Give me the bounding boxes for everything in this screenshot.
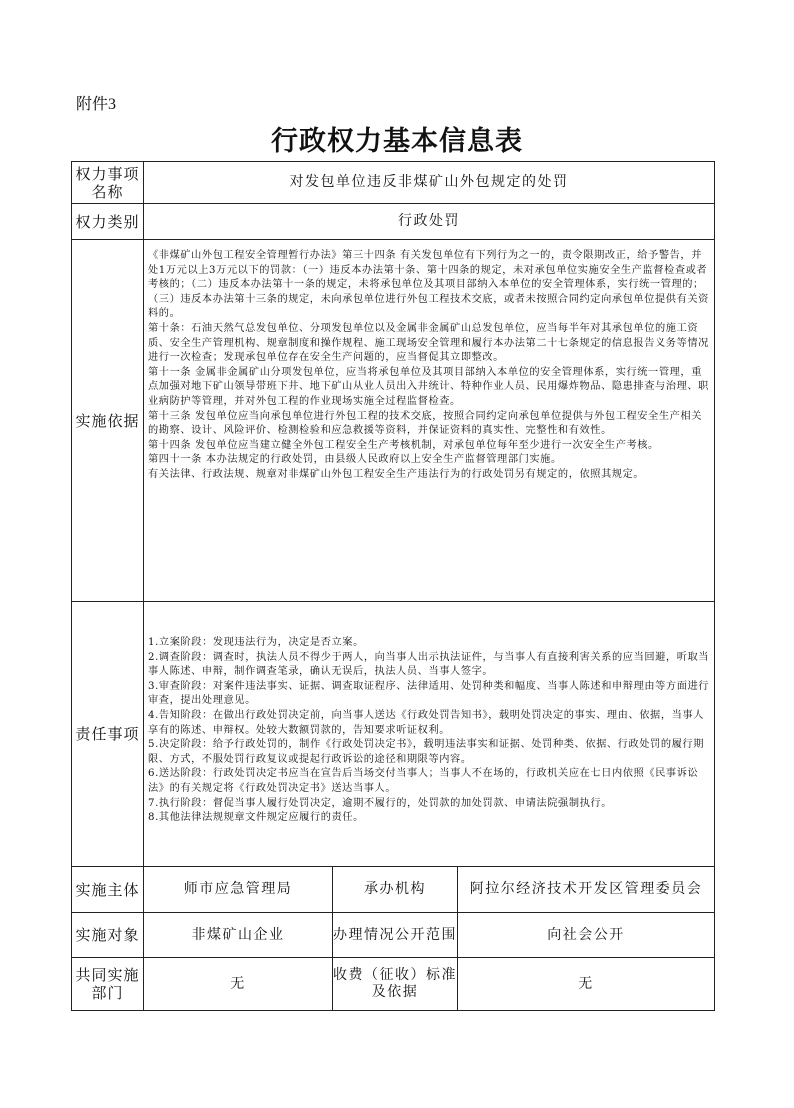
joint-dept-value: 无 bbox=[144, 958, 333, 1011]
implementing-body-value: 师市应急管理局 bbox=[144, 867, 333, 913]
disclosure-scope-value: 向社会公开 bbox=[458, 913, 715, 958]
handling-agency-value: 阿拉尔经济技术开发区管理委员会 bbox=[458, 867, 715, 913]
basis-paragraph: 第十三条 发包单位应当向承包单位进行外包工程的技术交底，按照合同约定向承包单位提供与外包工程安全生产相关的勘察、设计、风险评价、检测检验和应急救援等资料，并保证资料的真实性、完整性和有效性。 bbox=[148, 410, 702, 437]
implementing-body-label: 实施主体 bbox=[72, 867, 144, 913]
responsibility-item: 5.决定阶段：给予行政处罚的，制作《行政处罚决定书》，载明违法事实和证据、处罚种类、依据、行政处罚的履行期限、方式，不服处罚行政复议或提起行政诉讼的途径和期限等内容。 bbox=[148, 739, 704, 765]
power-category-value: 行政处罚 bbox=[144, 204, 715, 240]
page-title: 行政权力基本信息表 bbox=[271, 126, 523, 157]
responsibility-label: 责任事项 bbox=[72, 602, 144, 867]
basis-paragraph: 《非煤矿山外包工程安全管理暂行办法》第三十四条 有关发包单位有下列行为之一的，责令限期改正，给予警告，并处1万元以上3万元以下的罚款：（一）违反本办法第十条、第十四条的规定，未对承包单位实施安全生产监督检查或者考核的；（二）违反本办法第十一条的规定，未将承包单位及其项目部纳入本单位的安全管理体系，实行统一管理的；（三）违反本办法第十三条的规定，未向承包单位进行外包工程技术交底，或者未按照合同约定向承包单位提供有关资料的。 bbox=[148, 250, 709, 320]
responsibility-item: 4.告知阶段：在做出行政处罚决定前，向当事人送达《行政处罚告知书》，载明处罚决定的事实、理由、依据，当事人享有的陈述、申辩权。处较大数额罚款的，告知要求听证权利。 bbox=[148, 709, 704, 736]
joint-dept-label: 共同实施部门 bbox=[72, 958, 144, 1011]
responsibility-item: 7.执行阶段：督促当事人履行处罚决定，逾期不履行的，处罚款的加处罚款、申请法院强制执行。 bbox=[148, 797, 612, 809]
row-power-name bbox=[72, 162, 715, 204]
fee-standard-label: 收费（征收）标准及依据 bbox=[333, 958, 458, 1011]
handling-agency-label: 承办机构 bbox=[333, 867, 458, 913]
target-value: 非煤矿山企业 bbox=[144, 913, 333, 958]
fee-standard-value: 无 bbox=[458, 958, 715, 1011]
responsibility-item: 8.其他法律法规规章文件规定应履行的责任。 bbox=[148, 812, 364, 824]
target-label: 实施对象 bbox=[72, 913, 144, 958]
power-name-label: 权力事项名称 bbox=[72, 162, 144, 204]
row-implementing-body bbox=[72, 867, 715, 913]
legal-basis-content bbox=[144, 240, 715, 602]
legal-basis-label: 实施依据 bbox=[72, 240, 144, 602]
power-info-table bbox=[71, 161, 715, 1011]
power-category-label: 权力类别 bbox=[72, 204, 144, 240]
basis-paragraph: 第十条：石油天然气总发包单位、分项发包单位以及金属非金属矿山总发包单位，应当每半年对其承包单位的施工资质、安全生产管理机构、规章制度和操作规程、施工现场安全管理和履行本办法第二十七条规定的信息报告义务等情况进行一次检查；发现承包单位存在安全生产问题的，应当督促其立即整改。 bbox=[148, 322, 709, 364]
row-power-category bbox=[72, 204, 715, 240]
responsibility-item: 2.调查阶段：调查时，执法人员不得少于两人，向当事人出示执法证件，与当事人有直接利害关系的应当回避，听取当事人陈述、申辩，制作调查笔录，确认无误后，执法人员、当事人签字。 bbox=[148, 651, 710, 678]
responsibility-item: 6.送达阶段：行政处罚决定书应当在宣告后当场交付当事人；当事人不在场的，行政机关应在七日内依照《民事诉讼法》的有关规定将《行政处罚决定书》送达当事人。 bbox=[148, 768, 699, 794]
row-target bbox=[72, 913, 715, 958]
row-responsibility bbox=[72, 602, 715, 867]
basis-paragraph: 有关法律、行政法规、规章对非煤矿山外包工程安全生产违法行为的行政处罚另有规定的，依照其规定。 bbox=[148, 468, 645, 480]
responsibility-item: 1.立案阶段：发现违法行为，决定是否立案。 bbox=[148, 637, 364, 648]
row-joint-dept bbox=[72, 958, 715, 1011]
basis-paragraph: 第十一条 金属非金属矿山分项发包单位，应当将承包单位及其项目部纳入本单位的安全管理体系，实行统一管理，重点加强对地下矿山领导带班下井、地下矿山从业人员出入井统计、特种作业人员、民用爆炸物品、隐患排查与治理、职业病防护等管理，并对外包工程的作业现场实施全过程监督检查。 bbox=[148, 366, 709, 407]
responsibility-content bbox=[144, 602, 715, 867]
power-name-value: 对发包单位违反非煤矿山外包规定的处罚 bbox=[144, 162, 715, 204]
basis-paragraph: 第十四条 发包单位应当建立健全外包工程安全生产考核机制，对承包单位每年至少进行一次安全生产考核。 bbox=[148, 439, 659, 451]
basis-paragraph: 第四十一条 本办法规定的行政处罚，由县级人民政府以上安全生产监督管理部门实施。 bbox=[148, 454, 562, 466]
disclosure-scope-label: 办理情况公开范围 bbox=[333, 913, 458, 958]
responsibility-item: 3.审查阶段：对案件违法事实、证据、调查取证程序、法律适用、处罚种类和幅度、当事人陈述和申辩理由等方面进行审查，提出处理意见。 bbox=[148, 680, 710, 707]
row-legal-basis bbox=[72, 240, 715, 602]
attachment-label: 附件3 bbox=[76, 96, 117, 113]
